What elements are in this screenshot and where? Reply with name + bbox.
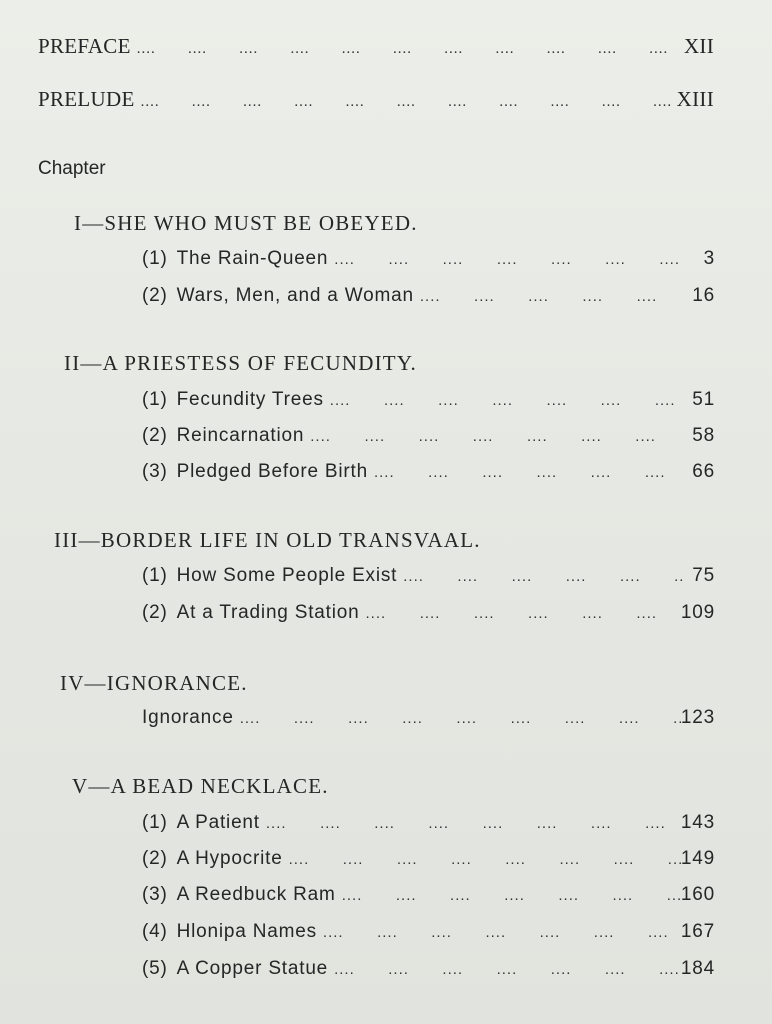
entry-page: 16 bbox=[692, 285, 715, 306]
entry-title: A Patient bbox=[176, 812, 260, 833]
toc-entry bbox=[142, 921, 715, 943]
entry-number: (2) bbox=[142, 602, 168, 623]
entry-title: A Hypocrite bbox=[176, 848, 283, 869]
entry-title: The Rain-Queen bbox=[176, 248, 329, 269]
dot-leaders bbox=[283, 851, 681, 868]
entry-number: (5) bbox=[142, 958, 168, 979]
entry-number: (2) bbox=[142, 285, 168, 306]
toc-entry bbox=[142, 389, 715, 411]
entry-number: (1) bbox=[142, 389, 168, 410]
dot-leaders bbox=[317, 924, 681, 941]
entry-number: (1) bbox=[142, 248, 168, 269]
toc-entry-title: PRELUDE bbox=[38, 87, 135, 111]
dot-leaders bbox=[234, 710, 681, 727]
entry-page: 167 bbox=[680, 921, 715, 942]
entry-number: (2) bbox=[142, 848, 168, 869]
entry-title: A Copper Statue bbox=[176, 958, 329, 979]
toc-preface bbox=[38, 34, 714, 59]
entry-number: (4) bbox=[142, 921, 168, 942]
entry-page: 66 bbox=[692, 461, 715, 482]
toc-prelude bbox=[38, 87, 714, 112]
toc-entry-page: XIII bbox=[676, 87, 714, 111]
entry-page: 75 bbox=[692, 565, 715, 586]
dot-leaders bbox=[397, 568, 685, 585]
dot-leaders bbox=[360, 605, 681, 622]
chapter-label: Chapter bbox=[38, 158, 106, 179]
toc-entry bbox=[142, 812, 715, 834]
chapter-title: II—A PRIESTESS OF FECUNDITY. bbox=[64, 351, 417, 375]
toc-entry bbox=[142, 248, 715, 270]
entry-page: 149 bbox=[680, 848, 715, 869]
dot-leaders bbox=[328, 251, 685, 268]
entry-title: At a Trading Station bbox=[176, 602, 360, 623]
dot-leaders bbox=[304, 428, 685, 445]
entry-page: 160 bbox=[680, 884, 715, 905]
entry-page: 109 bbox=[680, 602, 715, 623]
entry-title: Pledged Before Birth bbox=[176, 461, 368, 482]
dot-leaders bbox=[368, 464, 685, 481]
dot-leaders bbox=[414, 288, 685, 305]
chapter-title: IV—IGNORANCE. bbox=[60, 671, 248, 695]
toc-entry bbox=[142, 425, 715, 447]
entry-title: Reincarnation bbox=[176, 425, 305, 446]
entry-page: 3 bbox=[703, 248, 715, 269]
toc-entry bbox=[142, 707, 715, 729]
toc-entry bbox=[142, 884, 715, 906]
entry-title: How Some People Exist bbox=[176, 565, 398, 586]
toc-entry bbox=[142, 565, 715, 587]
toc-entry bbox=[142, 848, 715, 870]
toc-entry bbox=[142, 285, 715, 307]
entry-title: Hlonipa Names bbox=[176, 921, 317, 942]
entry-number: (1) bbox=[142, 565, 168, 586]
entry-page: 143 bbox=[680, 812, 715, 833]
entry-number: (3) bbox=[142, 461, 168, 482]
entry-page: 123 bbox=[680, 707, 715, 728]
dot-leaders bbox=[336, 887, 681, 904]
toc-entry bbox=[142, 461, 715, 483]
dot-leaders bbox=[135, 94, 677, 111]
dot-leaders bbox=[260, 815, 681, 832]
entry-page: 51 bbox=[692, 389, 715, 410]
toc-entry bbox=[142, 958, 715, 980]
toc-entry-page: XII bbox=[683, 34, 714, 58]
chapter-title: I—SHE WHO MUST BE OBEYED. bbox=[74, 211, 418, 235]
entry-page: 58 bbox=[692, 425, 715, 446]
entry-title: A Reedbuck Ram bbox=[176, 884, 336, 905]
entry-page: 184 bbox=[680, 958, 715, 979]
toc-entry-title: PREFACE bbox=[38, 34, 131, 58]
dot-leaders bbox=[328, 961, 681, 978]
entry-number: (2) bbox=[142, 425, 168, 446]
chapter-title: V—A BEAD NECKLACE. bbox=[72, 774, 329, 798]
toc-entry bbox=[142, 602, 715, 624]
entry-title: Fecundity Trees bbox=[176, 389, 324, 410]
dot-leaders bbox=[324, 392, 685, 409]
entry-title: Ignorance bbox=[142, 707, 234, 728]
chapter-title: III—BORDER LIFE IN OLD TRANSVAAL. bbox=[54, 528, 481, 552]
entry-number: (3) bbox=[142, 884, 168, 905]
entry-number: (1) bbox=[142, 812, 168, 833]
dot-leaders bbox=[131, 41, 684, 58]
entry-title: Wars, Men, and a Woman bbox=[176, 285, 414, 306]
